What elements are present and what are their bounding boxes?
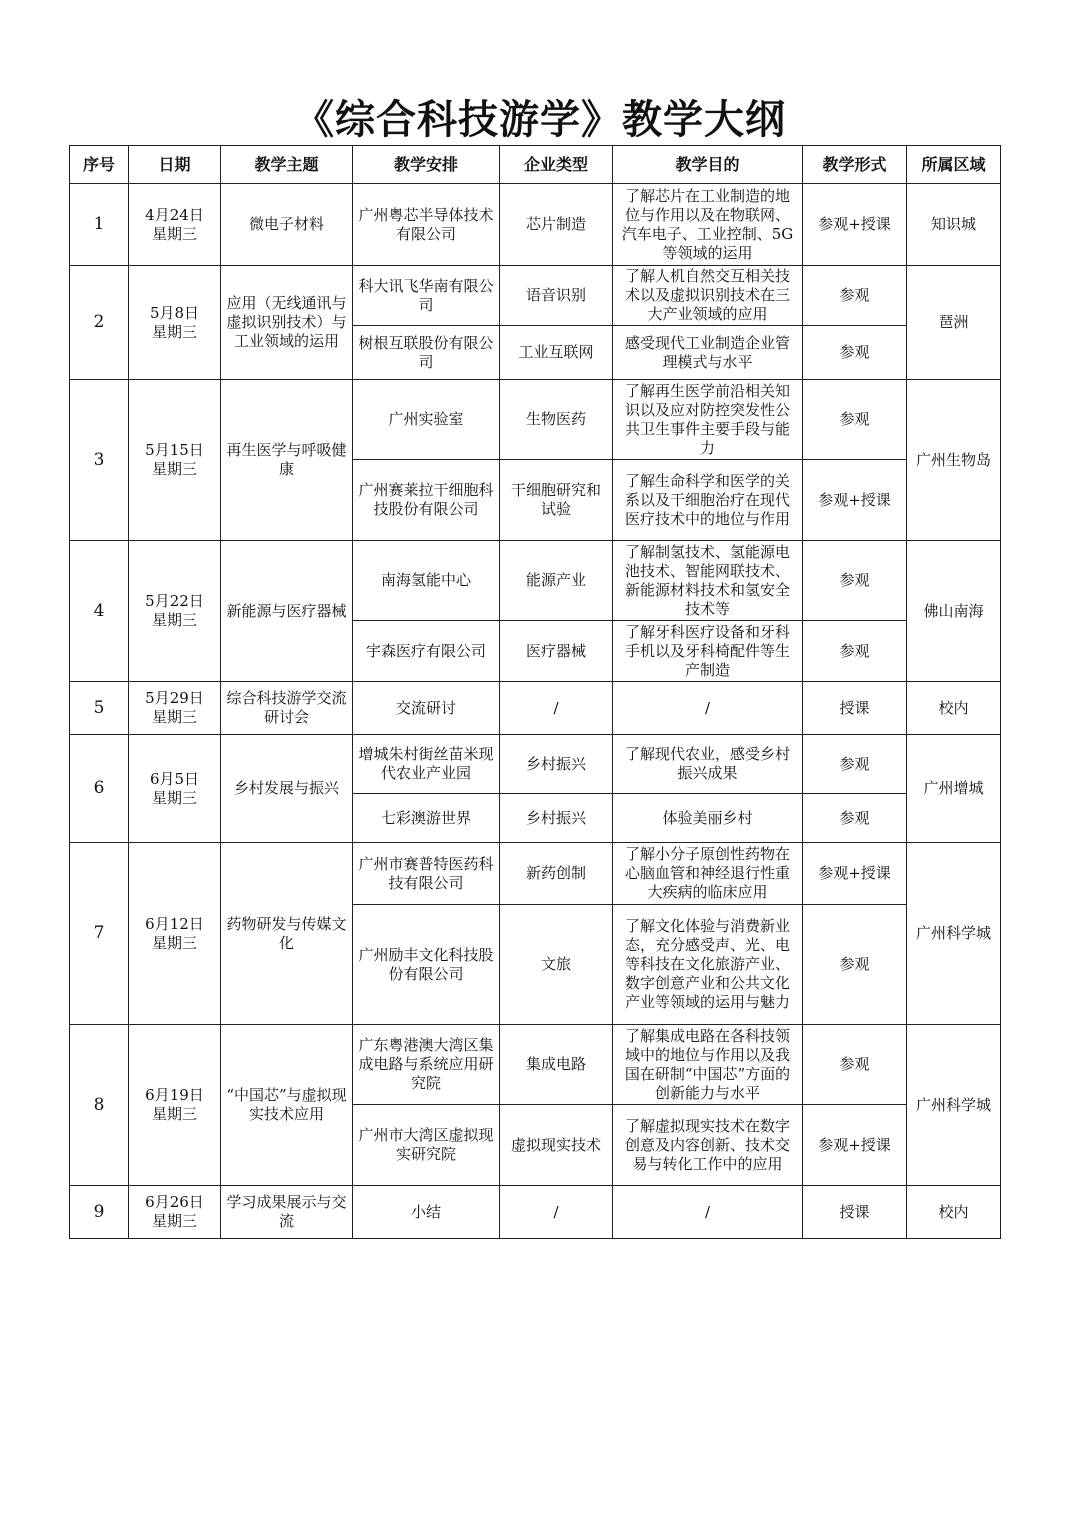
header-arrangement: 教学安排 bbox=[353, 146, 500, 184]
date-label: 5月15日 bbox=[145, 441, 204, 459]
cell-form: 授课 bbox=[803, 682, 907, 735]
cell-form: 参观 bbox=[803, 326, 907, 380]
cell-goal: 了解文化体验与消费新业态，充分感受声、光、电等科技在文化旅游产业、数字创意产业和公共文化产业等领域的运用与魅力 bbox=[613, 905, 803, 1025]
table-row bbox=[70, 1186, 1001, 1239]
cell-topic: 乡村发展与振兴 bbox=[221, 735, 353, 843]
cell-region: 琶洲 bbox=[907, 266, 1001, 380]
cell-goal: 了解牙科医疗设备和牙科手机以及牙科椅配件等生产制造 bbox=[613, 621, 803, 682]
cell-arrangement: 广州实验室 bbox=[353, 380, 500, 460]
syllabus-table bbox=[69, 145, 1001, 1239]
cell-form: 参观 bbox=[803, 380, 907, 460]
header-date: 日期 bbox=[129, 146, 221, 184]
date-label: 6月12日 bbox=[145, 914, 204, 933]
cell-date bbox=[129, 380, 221, 541]
weekday-label: 星期三 bbox=[151, 1105, 197, 1123]
table-row bbox=[70, 843, 1001, 905]
cell-goal: / bbox=[613, 682, 803, 735]
cell-no: 3 bbox=[70, 380, 129, 541]
date-label: 4月24日 bbox=[145, 205, 204, 224]
cell-goal: 了解人机自然交互相关技术以及虚拟识别技术在三大产业领域的应用 bbox=[613, 266, 803, 326]
cell-arrangement: 广州励丰文化科技股份有限公司 bbox=[353, 905, 500, 1025]
cell-company-type: 新药创制 bbox=[500, 843, 613, 905]
cell-goal: 了解生命科学和医学的关系以及干细胞治疗在现代医疗技术中的地位与作用 bbox=[613, 460, 803, 541]
cell-date bbox=[129, 1025, 221, 1186]
cell-arrangement: 广州赛莱拉干细胞科技股份有限公司 bbox=[353, 460, 500, 541]
table-row bbox=[70, 184, 1001, 266]
cell-date bbox=[129, 735, 221, 843]
date-label: 6月5日 bbox=[149, 769, 200, 788]
cell-form: 参观 bbox=[803, 1025, 907, 1105]
date-label: 5月22日 bbox=[145, 592, 204, 610]
cell-goal: 了解再生医学前沿相关知识以及应对防控突发性公共卫生事件主要手段与能力 bbox=[613, 380, 803, 460]
cell-goal: 体验美丽乡村 bbox=[613, 794, 803, 843]
header-topic: 教学主题 bbox=[221, 146, 353, 184]
cell-goal: 了解集成电路在各科技领域中的地位与作用以及我国在研制“中国芯”方面的创新能力与水平 bbox=[613, 1025, 803, 1105]
cell-arrangement: 交流研讨 bbox=[353, 682, 500, 735]
table-row bbox=[70, 735, 1001, 794]
cell-arrangement: 南海氢能中心 bbox=[353, 541, 500, 621]
cell-date bbox=[129, 184, 221, 266]
cell-region: 佛山南海 bbox=[907, 541, 1001, 682]
header-region: 所属区域 bbox=[907, 146, 1001, 184]
cell-topic: 学习成果展示与交流 bbox=[221, 1186, 353, 1239]
cell-date bbox=[129, 266, 221, 380]
cell-region: 广州增城 bbox=[907, 735, 1001, 843]
page-title: 《综合科技游学》教学大纲 bbox=[294, 97, 786, 143]
cell-arrangement: 广州粤芯半导体技术有限公司 bbox=[353, 184, 500, 266]
cell-goal: / bbox=[613, 1186, 803, 1239]
cell-topic: 新能源与医疗器械 bbox=[221, 541, 353, 682]
weekday-label: 星期三 bbox=[151, 933, 197, 952]
cell-topic: 应用（无线通讯与虚拟识别技术）与工业领域的运用 bbox=[221, 266, 353, 380]
cell-topic: 再生医学与呼吸健康 bbox=[221, 380, 353, 541]
cell-form: 参观+授课 bbox=[803, 843, 907, 905]
cell-company-type: / bbox=[500, 1186, 613, 1239]
cell-form: 参观+授课 bbox=[803, 460, 907, 541]
weekday-label: 星期三 bbox=[151, 1212, 197, 1230]
cell-form: 参观 bbox=[803, 266, 907, 326]
weekday-label: 星期三 bbox=[151, 224, 197, 243]
cell-region: 知识城 bbox=[907, 184, 1001, 266]
cell-company-type: 文旅 bbox=[500, 905, 613, 1025]
cell-arrangement: 增城朱村街丝苗米现代农业产业园 bbox=[353, 735, 500, 794]
cell-company-type: 工业互联网 bbox=[500, 326, 613, 380]
cell-region: 广州科学城 bbox=[907, 843, 1001, 1025]
cell-region: 校内 bbox=[907, 1186, 1001, 1239]
cell-form: 参观+授课 bbox=[803, 184, 907, 266]
cell-arrangement: 小结 bbox=[353, 1186, 500, 1239]
table-header-row bbox=[70, 146, 1001, 184]
cell-goal: 了解现代农业，感受乡村振兴成果 bbox=[613, 735, 803, 794]
table-row bbox=[70, 380, 1001, 460]
cell-no: 8 bbox=[70, 1025, 129, 1186]
cell-form: 参观+授课 bbox=[803, 1105, 907, 1186]
cell-company-type: 集成电路 bbox=[500, 1025, 613, 1105]
cell-company-type: 干细胞研究和试验 bbox=[500, 460, 613, 541]
weekday-label: 星期三 bbox=[151, 460, 197, 478]
header-goal: 教学目的 bbox=[613, 146, 803, 184]
cell-goal: 了解芯片在工业制造的地位与作用以及在物联网、汽车电子、工业控制、5G 等领域的运用 bbox=[613, 184, 803, 266]
weekday-label: 星期三 bbox=[151, 322, 197, 341]
cell-no: 7 bbox=[70, 843, 129, 1025]
cell-arrangement: 树根互联股份有限公司 bbox=[353, 326, 500, 380]
cell-form: 参观 bbox=[803, 905, 907, 1025]
header-form: 教学形式 bbox=[803, 146, 907, 184]
cell-topic: “中国芯”与虚拟现实技术应用 bbox=[221, 1025, 353, 1186]
cell-arrangement: 科大讯飞华南有限公司 bbox=[353, 266, 500, 326]
cell-company-type: 能源产业 bbox=[500, 541, 613, 621]
cell-form: 参观 bbox=[803, 735, 907, 794]
cell-no: 1 bbox=[70, 184, 129, 266]
cell-topic: 综合科技游学交流研讨会 bbox=[221, 682, 353, 735]
cell-company-type: 医疗器械 bbox=[500, 621, 613, 682]
cell-date bbox=[129, 541, 221, 682]
weekday-label: 星期三 bbox=[151, 708, 197, 726]
cell-goal: 了解制氢技术、氢能源电池技术、智能网联技术、新能源材料技术和氢安全技术等 bbox=[613, 541, 803, 621]
cell-date bbox=[129, 682, 221, 735]
date-label: 5月29日 bbox=[145, 689, 204, 707]
cell-arrangement: 广州市大湾区虚拟现实研究院 bbox=[353, 1105, 500, 1186]
cell-arrangement: 广东粤港澳大湾区集成电路与系统应用研究院 bbox=[353, 1025, 500, 1105]
cell-region: 广州生物岛 bbox=[907, 380, 1001, 541]
header-no: 序号 bbox=[70, 146, 129, 184]
cell-date bbox=[129, 843, 221, 1025]
cell-arrangement: 七彩澳游世界 bbox=[353, 794, 500, 843]
table-row bbox=[70, 1025, 1001, 1105]
cell-date bbox=[129, 1186, 221, 1239]
cell-no: 9 bbox=[70, 1186, 129, 1239]
weekday-label: 星期三 bbox=[151, 611, 197, 629]
cell-company-type: 乡村振兴 bbox=[500, 735, 613, 794]
cell-company-type: 虚拟现实技术 bbox=[500, 1105, 613, 1186]
date-label: 5月8日 bbox=[149, 303, 200, 322]
cell-goal: 了解小分子原创性药物在心脑血管和神经退行性重大疾病的临床应用 bbox=[613, 843, 803, 905]
cell-goal: 了解虚拟现实技术在数字创意及内容创新、技术交易与转化工作中的应用 bbox=[613, 1105, 803, 1186]
cell-no: 5 bbox=[70, 682, 129, 735]
header-company-type: 企业类型 bbox=[500, 146, 613, 184]
cell-arrangement: 宇森医疗有限公司 bbox=[353, 621, 500, 682]
cell-company-type: 语音识别 bbox=[500, 266, 613, 326]
table-row bbox=[70, 266, 1001, 326]
cell-no: 2 bbox=[70, 266, 129, 380]
table-row bbox=[70, 682, 1001, 735]
date-label: 6月19日 bbox=[145, 1086, 204, 1104]
cell-no: 4 bbox=[70, 541, 129, 682]
weekday-label: 星期三 bbox=[151, 788, 197, 807]
cell-region: 校内 bbox=[907, 682, 1001, 735]
cell-company-type: 生物医药 bbox=[500, 380, 613, 460]
date-label: 6月26日 bbox=[145, 1193, 204, 1211]
cell-form: 授课 bbox=[803, 1186, 907, 1239]
cell-form: 参观 bbox=[803, 541, 907, 621]
cell-company-type: 乡村振兴 bbox=[500, 794, 613, 843]
cell-topic: 药物研发与传媒文化 bbox=[221, 843, 353, 1025]
cell-goal: 感受现代工业制造企业管理模式与水平 bbox=[613, 326, 803, 380]
cell-form: 参观 bbox=[803, 621, 907, 682]
cell-arrangement: 广州市赛普特医药科技有限公司 bbox=[353, 843, 500, 905]
cell-company-type: 芯片制造 bbox=[500, 184, 613, 266]
cell-company-type: / bbox=[500, 682, 613, 735]
cell-no: 6 bbox=[70, 735, 129, 843]
cell-form: 参观 bbox=[803, 794, 907, 843]
cell-region: 广州科学城 bbox=[907, 1025, 1001, 1186]
table-row bbox=[70, 541, 1001, 621]
cell-topic: 微电子材料 bbox=[221, 184, 353, 266]
